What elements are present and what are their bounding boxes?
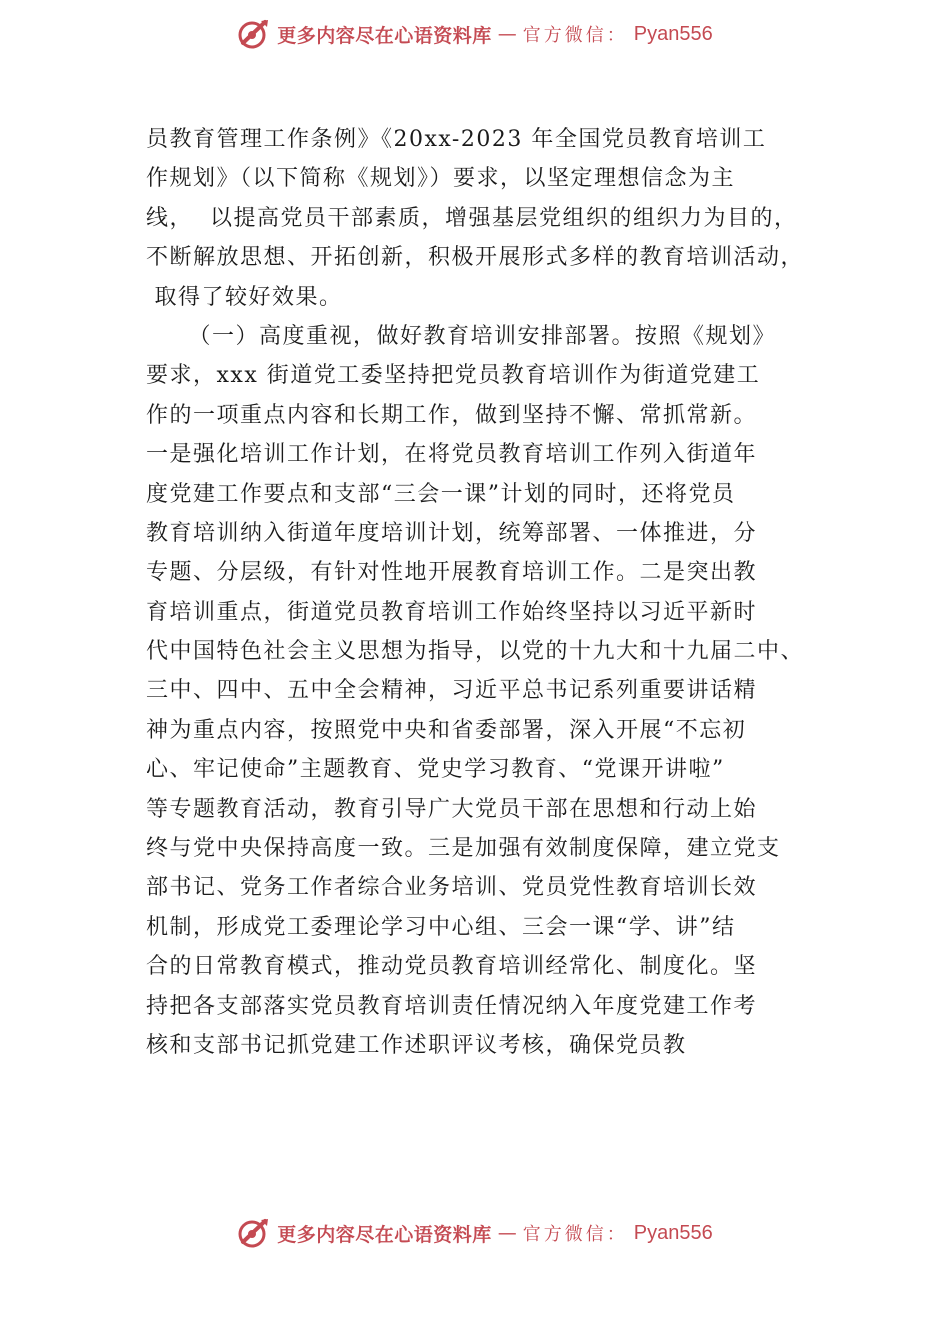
text-line: 三中、四中、五中全会精神，习近平总书记系列重要讲话精 xyxy=(146,678,758,704)
watermark-separator: — xyxy=(497,23,517,45)
text-line: 神为重点内容，按照党中央和省委部署，深入开展“不忘初 xyxy=(146,717,747,743)
text-line: 持把各支部落实党员教育培训责任情况纳入年度党建工作考 xyxy=(146,993,758,1019)
text-line: 线， 以提高党员干部素质，增强基层党组织的组织力为目的， xyxy=(146,205,798,231)
watermark-separator: — xyxy=(497,1222,517,1244)
watermark-wechat-id: Pyan556 xyxy=(633,22,713,45)
text-line: 终与党中央保持高度一致。三是加强有效制度保障，建立党支 xyxy=(146,836,781,862)
text-line: 代中国特色社会主义思想为指导，以党的十九大和十九届二中、 xyxy=(146,639,805,665)
text-line: 部书记、党务工作者综合业务培训、党员党性教育培训长效 xyxy=(146,875,758,901)
watermark-label: 官方微信： xyxy=(522,25,628,46)
text-line: 教育培训纳入街道年度培训计划，统筹部署、一体推进，分 xyxy=(146,520,758,546)
text-line: 员教育管理工作条例》《20xx-2023 年全国党员教育培训工 xyxy=(146,127,767,152)
watermark-text: 更多内容尽在心语资料库 xyxy=(277,24,492,47)
text-line: 合的日常教育模式，推动党员教育培训经常化、制度化。坚 xyxy=(146,954,758,980)
watermark-wechat-id: Pyan556 xyxy=(633,1221,713,1244)
text-line: 等专题教育活动，教育引导广大党员干部在思想和行动上始 xyxy=(146,796,758,822)
text-line: 核和支部书记抓党建工作述职评议考核，确保党员教 xyxy=(146,1032,687,1058)
watermark-label: 官方微信： xyxy=(522,1224,628,1245)
pen-logo-icon xyxy=(237,1216,271,1250)
text-line: 一是强化培训工作计划，在将党员教育培训工作列入街道年 xyxy=(146,442,758,468)
text-line: 不断解放思想、开拓创新，积极开展形式多样的教育培训活动， xyxy=(146,245,805,271)
text-line: 作的一项重点内容和长期工作，做到坚持不懈、常抓常新。 xyxy=(146,402,758,428)
text-line: 机制，形成党工委理论学习中心组、三会一课“学、讲”结 xyxy=(146,914,736,940)
text-line: 专题、分层级，有针对性地开展教育培训工作。二是突出教 xyxy=(146,560,758,586)
pen-logo-icon xyxy=(237,17,271,51)
text-line: 育培训重点，街道党员教育培训工作始终坚持以习近平新时 xyxy=(146,599,758,625)
text-line: 心、牢记使命”主题教育、党史学习教育、“党课开讲啦” xyxy=(146,757,725,783)
watermark-text: 更多内容尽在心语资料库 xyxy=(277,1223,492,1246)
text-line: 要求，xxx 街道党工委坚持把党员教育培训作为街道党建工 xyxy=(146,363,761,389)
document-body xyxy=(146,120,836,1065)
text-line: 取得了较好效果。 xyxy=(146,284,343,310)
text-line: 度党建工作要点和支部“三会一课”计划的同时，还将党员 xyxy=(146,481,736,507)
header-watermark xyxy=(0,14,950,54)
section-heading-line: （一）高度重视，做好教育培训安排部署。按照《规划》 xyxy=(146,323,776,349)
text-line: 作规划》（以下简称《规划》）要求，以坚定理想信念为主 xyxy=(146,166,736,192)
footer-watermark xyxy=(0,1213,950,1253)
